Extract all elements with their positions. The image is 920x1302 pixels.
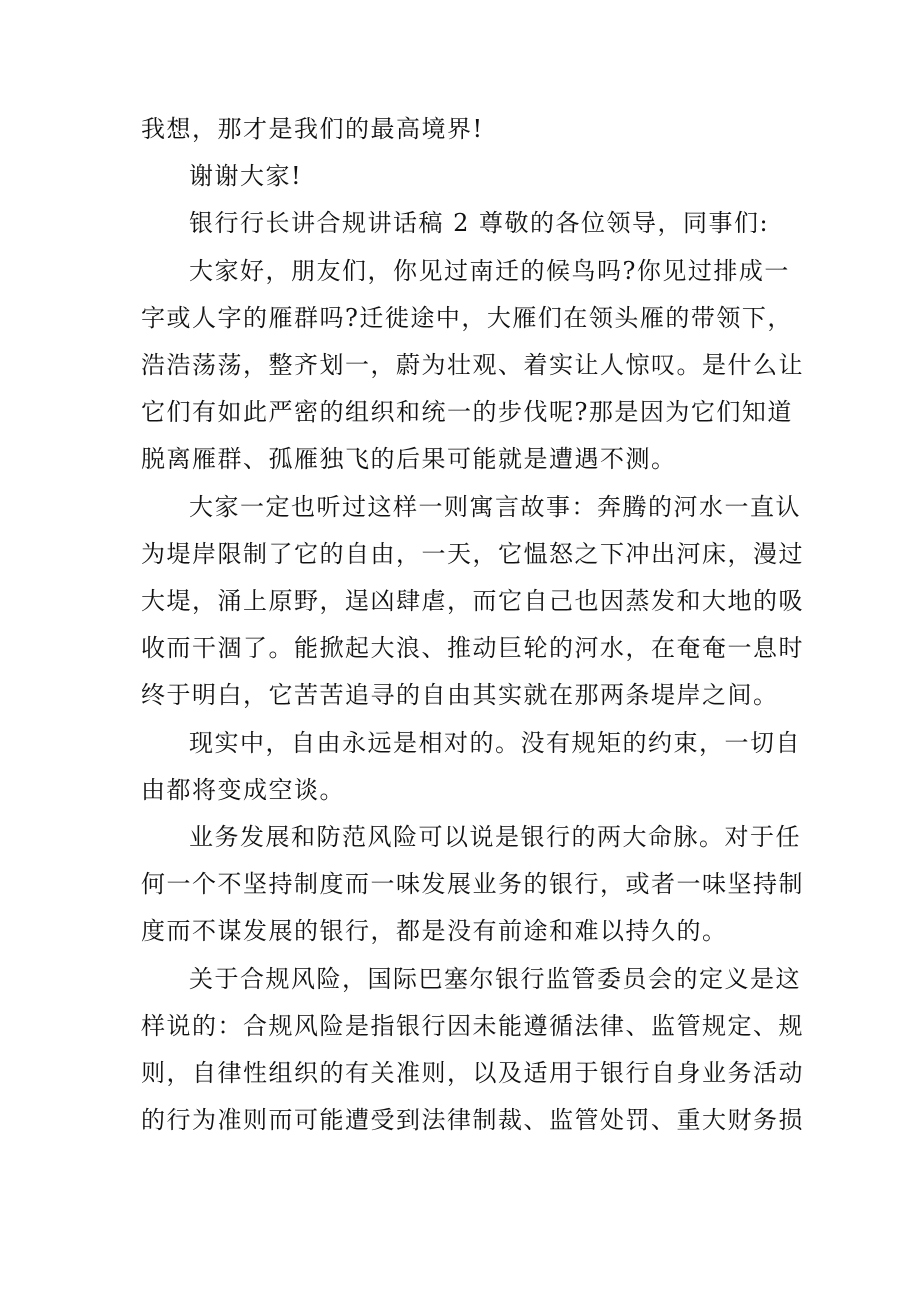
- text-line: 则，自律性组织的有关准则，以及适用于银行自身业务活动: [141, 1059, 804, 1088]
- text-line: 样说的：合规风险是指银行因未能遵循法律、监管规定、规: [141, 1011, 804, 1040]
- document-body: [141, 106, 804, 1144]
- text-line: 的行为准则而可能遭受到法律制裁、监管处罚、重大财务损: [141, 1106, 804, 1135]
- text-line: 大家一定也听过这样一则寓言故事：奔腾的河水一直认: [189, 492, 801, 521]
- text-line: 浩浩荡荡，整齐划一，蔚为壮观、着实让人惊叹。是什么让: [141, 351, 804, 380]
- text-line: 收而干涸了。能掀起大浪、推动巨轮的河水，在奄奄一息时: [141, 634, 804, 663]
- paragraph-migrating-geese: [141, 248, 804, 484]
- paragraph-business-risk: [141, 814, 804, 956]
- text-line: 业务发展和防范风险可以说是银行的两大命脉。对于任: [189, 823, 801, 852]
- text-line: 谢谢大家!: [189, 162, 303, 191]
- text-line: 关于合规风险，国际巴塞尔银行监管委员会的定义是这: [189, 964, 801, 993]
- text-line: 大堤，涌上原野，逞凶肆虐，而它自己也因蒸发和大地的吸: [141, 587, 804, 616]
- text-line: 脱离雁群、孤雁独飞的后果可能就是遭遇不测。: [141, 445, 677, 474]
- paragraph-compliance-definition: [141, 956, 804, 1145]
- text-line: 大家好，朋友们，你见过南迁的候鸟吗?你见过排成一: [189, 256, 790, 285]
- text-line: 终于明白，它苦苦追寻的自由其实就在那两条堤岸之间。: [141, 681, 779, 710]
- paragraph-closing-remark: [141, 106, 781, 153]
- text-line: 现实中，自由永远是相对的。没有规矩的约束，一切自: [189, 728, 801, 757]
- text-line: 由都将变成空谈。: [141, 775, 345, 804]
- text-line: 为堤岸限制了它的自由，一天，它愠怒之下冲出河床，漫过: [141, 539, 804, 568]
- text-line: 何一个不坚持制度而一味发展业务的银行，或者一味坚持制: [141, 870, 804, 899]
- paragraph-relative-freedom: [141, 720, 801, 814]
- text-line: 字或人字的雁群吗?迁徙途中，大雁们在领头雁的带领下，: [141, 303, 793, 332]
- text-line: 它们有如此严密的组织和统一的步伐呢?那是因为它们知道: [141, 398, 793, 427]
- text-line: 我想，那才是我们的最高境界!: [141, 115, 484, 143]
- paragraph-river-fable: [141, 484, 804, 720]
- paragraph-thanks: [141, 153, 781, 200]
- text-line: 银行行长讲合规讲话稿 2 尊敬的各位领导，同事们:: [189, 209, 770, 238]
- text-line: 度而不谋发展的银行，都是没有前途和难以持久的。: [141, 917, 728, 946]
- paragraph-speech-title: [141, 200, 781, 247]
